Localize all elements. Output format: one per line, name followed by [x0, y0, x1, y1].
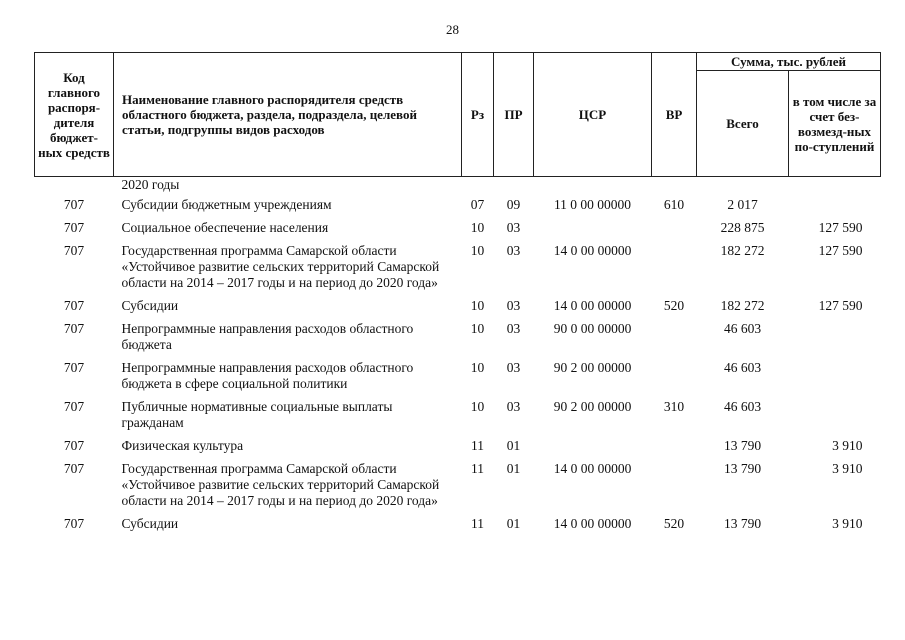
cell-total: 13 790: [723, 461, 762, 476]
cell-code: 707: [63, 516, 85, 531]
header-vr: ВР: [652, 53, 697, 177]
cell-name: Государственная программа Самарской области «Устойчивое развитие сельских территорий Самарской области на 2014 – 2017 годы и на период до 2020 года»: [121, 461, 440, 508]
cell-code: 707: [63, 220, 85, 235]
cell-vr: [652, 320, 697, 359]
cell-free: [789, 398, 881, 437]
cell-pr: 01: [506, 438, 521, 453]
cell-vr: 520: [663, 298, 685, 313]
table-row: [35, 219, 881, 242]
table-row: [35, 196, 881, 219]
cell-code: 707: [63, 298, 85, 313]
cell-vr: 610: [663, 197, 685, 212]
cell-csr: 14 0 00 00000: [553, 298, 632, 313]
header-pr: ПР: [494, 53, 534, 177]
header-incl-free: в том числе за счет без-возмезд-ных по-ступлений: [789, 71, 881, 177]
cell-name: Субсидии: [121, 516, 179, 531]
cell-vr: [652, 219, 697, 242]
cell-csr: 11 0 00 00000: [553, 197, 632, 212]
header-total: Всего: [697, 71, 789, 177]
cell-code: 707: [63, 399, 85, 414]
cell-name: Социальное обеспечение населения: [121, 220, 329, 235]
cell-free: 127 590: [818, 298, 863, 313]
cell-pr: 03: [506, 360, 521, 375]
table-body: [35, 177, 881, 539]
cell-free: [789, 359, 881, 398]
cell-rz: 10: [470, 298, 485, 313]
cell-vr: [652, 359, 697, 398]
table-row: [35, 297, 881, 320]
cell-code: 707: [63, 438, 85, 453]
cell-rz: 11: [471, 438, 484, 453]
cell-name: Непрограммные направления расходов областного бюджета в сфере социальной политики: [121, 360, 414, 391]
cell-code: 707: [63, 360, 85, 375]
cell-csr: [534, 437, 652, 460]
cell-free: 127 590: [818, 220, 863, 235]
cell-csr: 90 2 00 00000: [553, 399, 632, 414]
cell-code: 707: [63, 243, 85, 258]
continuation-row: [35, 177, 881, 197]
cell-pr: 09: [506, 197, 521, 212]
cell-pr: 03: [506, 243, 521, 258]
cell-total: 13 790: [723, 516, 762, 531]
cell-name: Публичные нормативные социальные выплаты гражданам: [121, 399, 393, 430]
cell-csr: [534, 219, 652, 242]
cell-csr: 14 0 00 00000: [553, 243, 632, 258]
cell-name: Государственная программа Самарской области «Устойчивое развитие сельских территорий Самарской области на 2014 – 2017 годы и на период до 2020 года»: [121, 243, 440, 290]
table-row: [35, 359, 881, 398]
table-row: [35, 398, 881, 437]
cell-rz: 10: [470, 399, 485, 414]
cell-total: 228 875: [720, 220, 765, 235]
cell-pr: 01: [506, 516, 521, 531]
header-rz: Рз: [462, 53, 494, 177]
cell-name: Физическая культура: [121, 438, 244, 453]
cell-vr: [652, 437, 697, 460]
cell-vr: 310: [663, 399, 685, 414]
cell-name: Субсидии бюджетным учреждениям: [121, 197, 332, 212]
cell-total: 182 272: [720, 298, 765, 313]
cell-free: 127 590: [818, 243, 863, 258]
cell-pr: 01: [506, 461, 521, 476]
cell-code: 707: [63, 197, 85, 212]
cell-rz: 10: [470, 243, 485, 258]
cell-csr: 14 0 00 00000: [553, 461, 632, 476]
cell-code: 707: [63, 321, 85, 336]
cell-csr: 90 0 00 00000: [553, 321, 632, 336]
cell-total: 46 603: [723, 399, 762, 414]
cell-free: [789, 196, 881, 219]
header-name: Наименование главного распорядителя средств областного бюджета, раздела, подраздела, целевой статьи, подгруппы видов расходов: [114, 53, 462, 177]
cell-total: 46 603: [723, 360, 762, 375]
cell-rz: 10: [470, 220, 485, 235]
header-code: Код главного распоря-дителя бюджет-ных средств: [35, 53, 114, 177]
cell-vr: 520: [663, 516, 685, 531]
cell-csr: 14 0 00 00000: [553, 516, 632, 531]
cell-csr: 90 2 00 00000: [553, 360, 632, 375]
table-header: [35, 53, 881, 177]
budget-table: [34, 52, 881, 538]
table-row: [35, 437, 881, 460]
cell-pr: 03: [506, 399, 521, 414]
cell-vr: [652, 242, 697, 297]
cell-name: Непрограммные направления расходов областного бюджета: [121, 321, 414, 352]
cell-total: 13 790: [723, 438, 762, 453]
cell-name: Субсидии: [121, 298, 179, 313]
cell-rz: 11: [471, 516, 484, 531]
cell-free: 3 910: [832, 438, 863, 453]
cell-pr: 03: [506, 321, 521, 336]
cell-code: 707: [63, 461, 85, 476]
cell-pr: 03: [506, 220, 521, 235]
continuation-text: 2020 годы: [121, 177, 180, 192]
cell-rz: 10: [470, 321, 485, 336]
table-row: [35, 460, 881, 515]
cell-rz: 07: [470, 197, 485, 212]
header-sum-group: Сумма, тыс. рублей: [697, 53, 881, 71]
cell-total: 182 272: [720, 243, 765, 258]
cell-vr: [652, 460, 697, 515]
cell-total: 46 603: [723, 321, 762, 336]
cell-total: 2 017: [727, 197, 758, 212]
header-csr: ЦСР: [534, 53, 652, 177]
page-number: 28: [446, 22, 459, 37]
cell-pr: 03: [506, 298, 521, 313]
table-row: [35, 515, 881, 538]
cell-free: 3 910: [832, 516, 863, 531]
cell-free: 3 910: [832, 461, 863, 476]
cell-rz: 11: [471, 461, 484, 476]
table-row: [35, 242, 881, 297]
cell-free: [789, 320, 881, 359]
cell-rz: 10: [470, 360, 485, 375]
table-row: [35, 320, 881, 359]
